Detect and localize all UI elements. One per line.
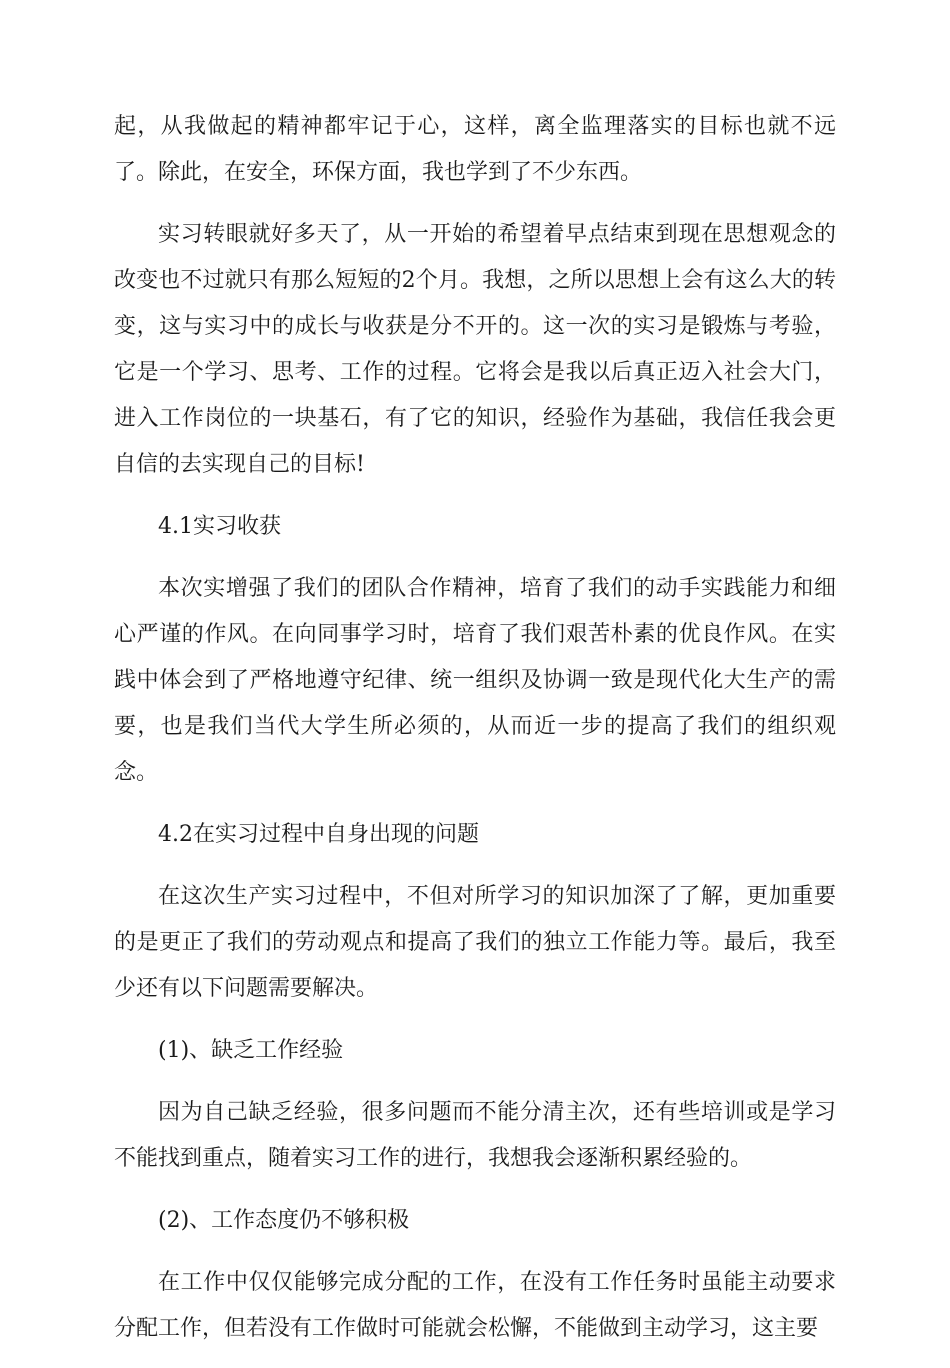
paragraph-work-attitude: 在工作中仅仅能够完成分配的工作，在没有工作任务时虽能主动要求分配工作，但若没有工作做时可能就会松懈，不能做到主动学习，这主要 (114, 1270, 836, 1341)
paragraph-problems-intro: 在这次生产实习过程中，不但对所学习的知识加深了了解，更加重要的是更正了我们的劳动观点和提高了我们的独立工作能力等。最后，我至少还有以下问题需要解决。 (114, 884, 836, 1001)
subheading-work-attitude: (2)、工作态度仍不够积极 (158, 1208, 410, 1233)
section-heading-4-1: 4.1实习收获 (158, 514, 281, 539)
paragraph-continuation: 起，从我做起的精神都牢记于心，这样，离全监理落实的目标也就不远了。除此，在安全，环保方面，我也学到了不少东西。 (114, 114, 836, 185)
paragraph-lack-experience: 因为自己缺乏经验，很多问题而不能分清主次，还有些培训或是学习不能找到重点，随着实习工作的进行，我想我会逐渐积累经验的。 (114, 1100, 836, 1171)
paragraph-internship-gains: 本次实增强了我们的团队合作精神，培育了我们的动手实践能力和细心严谨的作风。在向同事学习时，培育了我们艰苦朴素的优良作风。在实践中体会到了严格地遵守纪律、统一组织及协调一致是现代化大生产的需要，也是我们当代大学生所必须的，从而近一步的提高了我们的组织观念。 (114, 576, 836, 785)
paragraph-internship-reflection: 实习转眼就好多天了，从一开始的希望着早点结束到现在思想观念的改变也不过就只有那么短短的2个月。我想，之所以思想上会有这么大的转变，这与实习中的成长与收获是分不开的。这一次的实习是锻炼与考验，它是一个学习、思考、工作的过程。它将会是我以后真正迈入社会大门，进入工作岗位的一块基石，有了它的知识，经验作为基础，我信任我会更自信的去实现自己的目标! (114, 222, 836, 477)
document-body (114, 104, 836, 1368)
subheading-lack-experience: (1)、缺乏工作经验 (158, 1038, 344, 1063)
section-heading-4-2: 4.2在实习过程中自身出现的问题 (158, 822, 479, 847)
